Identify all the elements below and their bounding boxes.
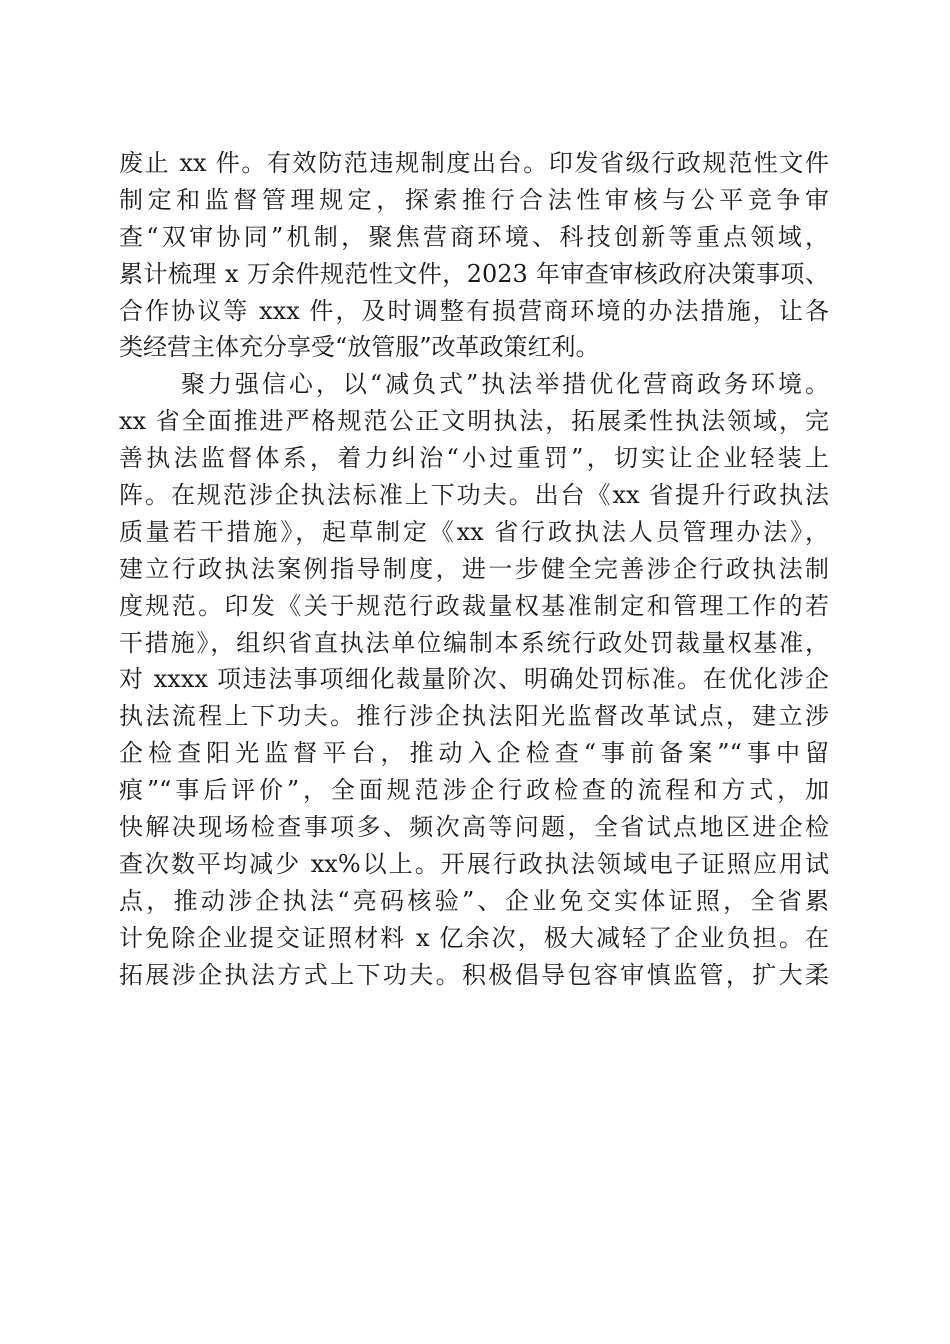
- text-line: 计免除企业提交证照材料 x 亿余次，极大减轻了企业负担。在: [119, 923, 829, 952]
- text-line: 合作协议等 xxx 件，及时调整有损营商环境的办法措施，让各: [119, 296, 829, 325]
- text-line: 干措施》，组织省直执法单位编制本系统行政处罚裁量权基准，: [119, 628, 829, 657]
- text-line: 企检查阳光监督平台，推动入企检查“事前备案”“事中留: [119, 739, 829, 768]
- text-line: 阵。在规范涉企执法标准上下功夫。出台《xx 省提升行政执法: [119, 481, 829, 510]
- document-body: [119, 145, 829, 993]
- paragraph-heading-line: 聚力强信心，以“减负式”执法举措优化营商政务环境。: [181, 370, 829, 399]
- text-line: 拓展涉企执法方式上下功夫。积极倡导包容审慎监管，扩大柔: [119, 960, 829, 989]
- text-line: 查次数平均减少 xx%以上。开展行政执法领域电子证照应用试: [119, 849, 829, 878]
- text-line: 执法流程上下功夫。推行涉企执法阳光监督改革试点，建立涉: [119, 702, 829, 731]
- text-line: 废止 xx 件。有效防范违规制度出台。印发省级行政规范性文件: [119, 149, 829, 177]
- text-line-paragraph-end: 类经营主体充分享受“放管服”改革政策红利。: [119, 333, 600, 362]
- text-line: 对 xxxx 项违法事项细化裁量阶次、明确处罚标准。在优化涉企: [119, 665, 829, 694]
- text-line: 度规范。印发《关于规范行政裁量权基准制定和管理工作的若: [119, 591, 829, 620]
- text-line: 痕”“事后评价”，全面规范涉企行政检查的流程和方式，加: [119, 776, 829, 805]
- text-line: 制定和监督管理规定，探索推行合法性审核与公平竞争审: [119, 185, 829, 214]
- text-line: 快解决现场检查事项多、频次高等问题，全省试点地区进企检: [119, 813, 829, 842]
- text-line: 点，推动涉企执法“亮码核验”、企业免交实体证照，全省累: [119, 886, 829, 915]
- text-line: 查“双审协同”机制，聚焦营商环境、科技创新等重点领域，: [119, 222, 829, 251]
- text-line: 善执法监督体系，着力纠治“小过重罚”，切实让企业轻装上: [119, 444, 829, 473]
- text-line: 建立行政执法案例指导制度，进一步健全完善涉企行政执法制: [119, 554, 829, 583]
- text-line: xx 省全面推进严格规范公正文明执法，拓展柔性执法领域，完: [119, 407, 829, 436]
- text-line: 质量若干措施》，起草制定《xx 省行政执法人员管理办法》，: [119, 517, 829, 546]
- text-line: 累计梳理 x 万余件规范性文件，2023 年审查审核政府决策事项、: [119, 259, 829, 288]
